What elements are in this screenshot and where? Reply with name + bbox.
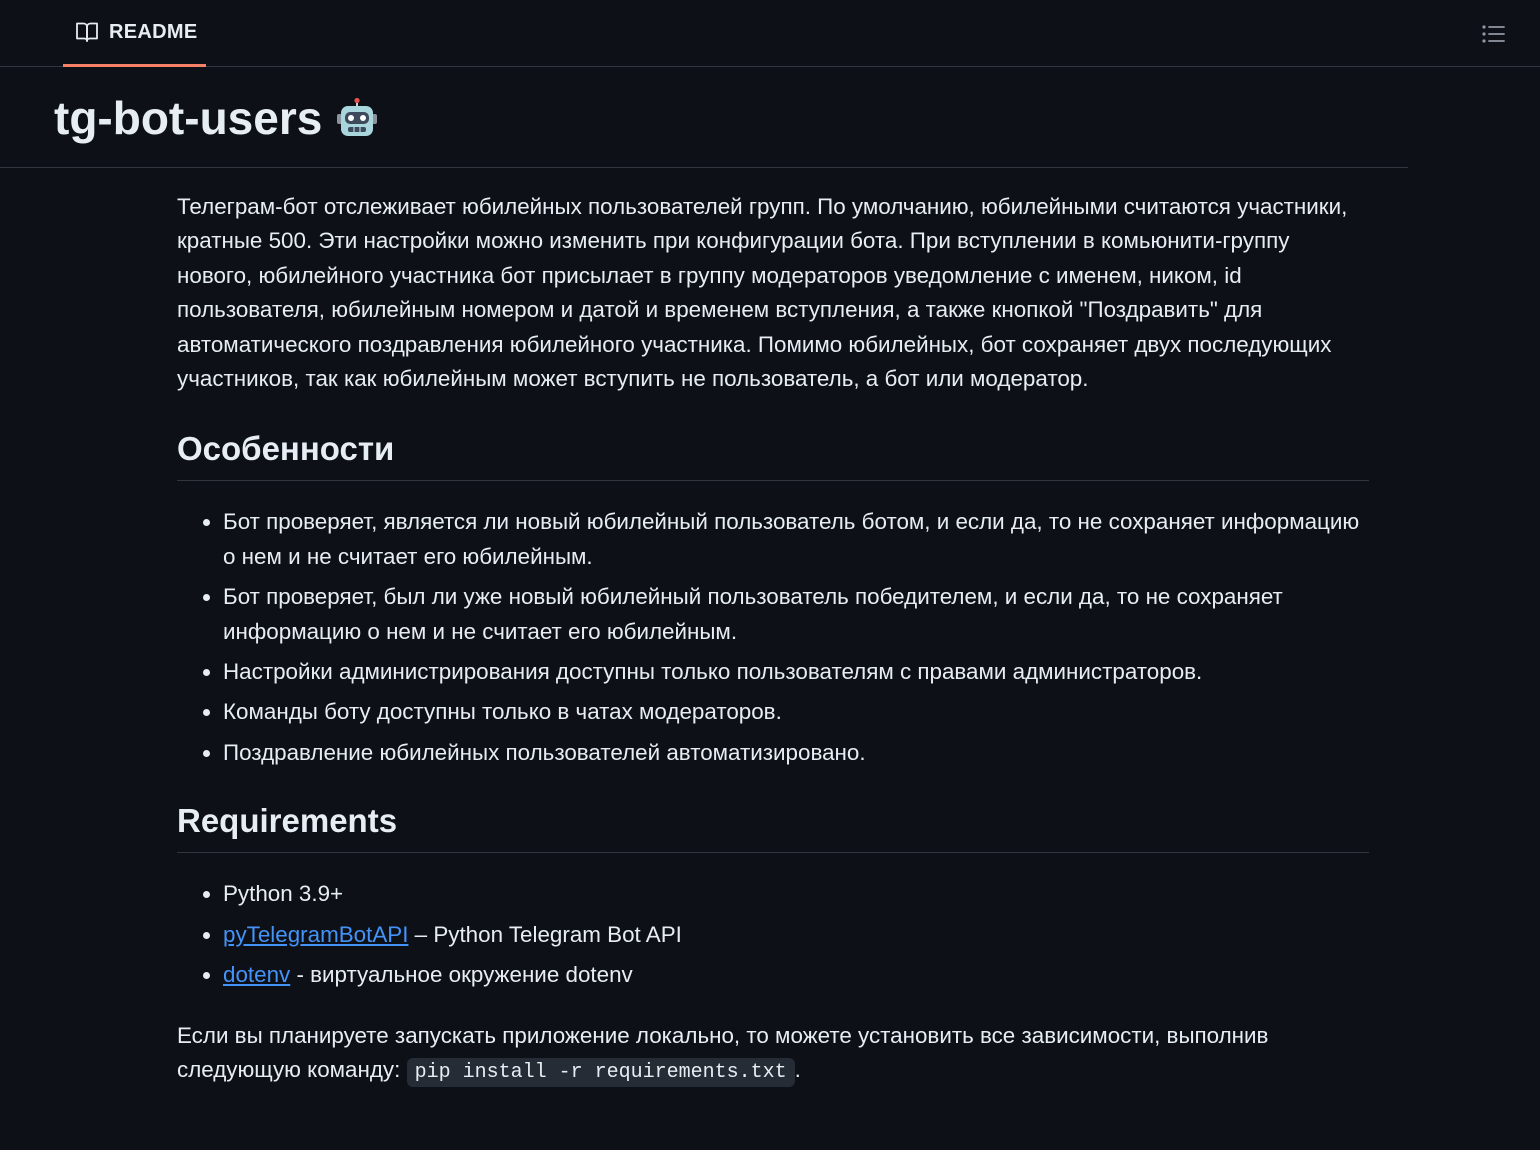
features-list xyxy=(177,505,1369,770)
tab-readme-label: README xyxy=(109,20,198,43)
book-icon xyxy=(75,21,99,43)
page-title xyxy=(54,88,378,148)
features-heading: Особенности xyxy=(177,430,1369,481)
requirement-description: - виртуальное окружение dotenv xyxy=(290,962,633,988)
list-icon[interactable] xyxy=(1480,20,1510,48)
list-item xyxy=(223,877,1369,911)
robot-icon xyxy=(336,97,378,139)
install-paragraph xyxy=(177,1019,1369,1091)
requirements-heading: Requirements xyxy=(177,802,1369,853)
install-tail: . xyxy=(794,1056,801,1082)
list-item: • Поздравление юбилейных пользователей автоматизировано. xyxy=(223,736,1369,770)
list-item: • Бот проверяет, является ли новый юбилейный пользователь ботом, и если да, то не сохраняет информацию о нем и не считает его юбилейным. xyxy=(223,505,1369,574)
list-item: • Команды боту доступны только в чатах модераторов. xyxy=(223,695,1369,729)
tab-readme[interactable] xyxy=(63,0,206,67)
intro-paragraph: Телеграм-бот отслеживает юбилейных пользователей групп. По умолчанию, юбилейными считаются участники, кратные 500. Эти настройки можно изменить при конфигурации бота. При вступлении в комьюнити-группу нового, юбилейного участника бот присылает в группу модераторов уведомление с именем, ником, id пользователя, юбилейным номером и датой и временем вступления, а также кнопкой "Поздравить" для автоматического поздравления юбилейного участника. Помимо юбилейных, бот сохраняет двух последующих участников, так как юбилейным может вступить не пользователь, а бот или модератор. xyxy=(177,194,1348,392)
install-command-code: pip install -r requirements.txt xyxy=(407,1058,795,1087)
readme-tabbar xyxy=(0,0,1540,67)
list-item xyxy=(223,918,1369,952)
list-item xyxy=(223,958,1369,992)
list-item: • Бот проверяет, был ли уже новый юбилейный пользователь победителем, и если да, то не сохраняет информацию о нем и не считает его юбилейным. xyxy=(223,580,1369,649)
title-bar xyxy=(0,68,1408,168)
requirement-python: Python 3.9+ xyxy=(223,881,344,907)
pytelegrambotapi-link[interactable]: pyTelegramBotAPI xyxy=(223,921,409,947)
page-title-text: tg-bot-users xyxy=(54,92,323,144)
readme-content xyxy=(177,190,1369,1090)
requirement-description: – Python Telegram Bot API xyxy=(408,921,682,947)
install-text: Если вы планируете запускать приложение локально, то можете установить все зависимости, выполнив следующую команду: xyxy=(177,1022,1269,1082)
list-item: • Настройки администрирования доступны только пользователям с правами администраторов. xyxy=(223,655,1369,689)
requirements-list xyxy=(177,877,1369,992)
dotenv-link[interactable]: dotenv xyxy=(223,962,291,988)
